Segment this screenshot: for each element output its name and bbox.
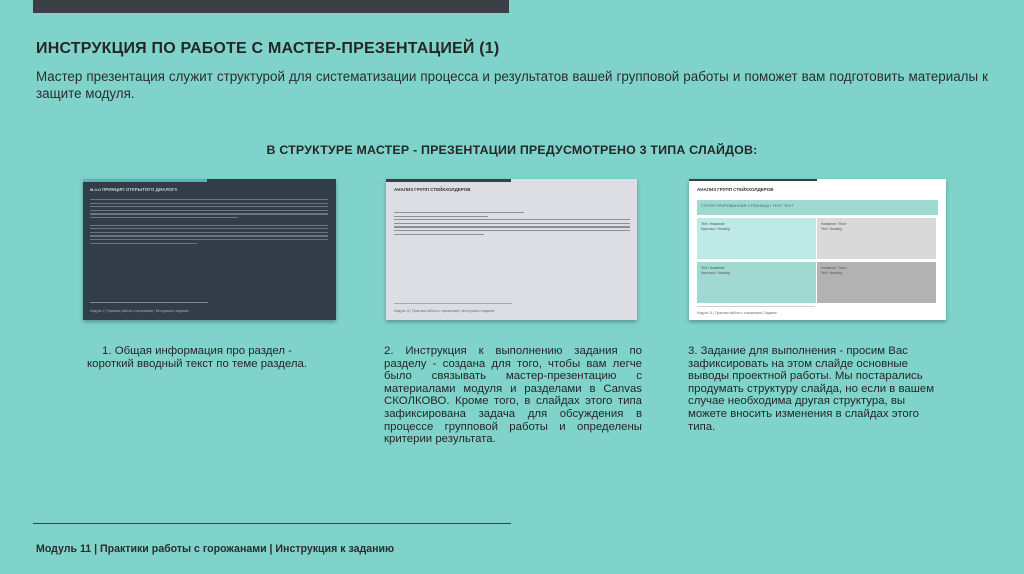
slide-grid-cell: Название / Текст Text / Heading	[817, 262, 936, 303]
slide-grid-cell: Text / Название Карточка / Heading	[697, 218, 816, 259]
slide-thumbnail-task	[689, 179, 946, 320]
slide-thumbnail-info	[83, 179, 336, 320]
description-info: 1. Общая информация про раздел - короткий вводный текст по теме раздела.	[87, 345, 307, 370]
slide-footer: Модуль 11 | Практики работы с горожанами | Задание	[697, 311, 777, 315]
slide-heading: АНАЛИЗ ГРУПП СТЕЙКХОЛДЕРОВ	[394, 187, 471, 192]
intro-paragraph: Мастер презентация служит структурой для систематизации процесса и результатов вашей групповой работы и поможет вам подготовить материалы к защите модуля.	[36, 69, 988, 101]
description-instruction: 2. Инструкция к выполнению задания по разделу - создана для того, чтобы вам легче было связывать мастер-презентацию с материалами модуля и разделами в Canvas СКОЛКОВО. Кроме того, в слайдах этого типа зафиксирована задача для обсуждения в процессе групповой работы и определены критерии результата.	[384, 345, 642, 446]
slide-footer-rule	[90, 302, 208, 303]
page-footer: Модуль 11 | Практики работы с горожанами | Инструкция к заданию	[36, 543, 395, 555]
slide-heading: м.з.о ПРИНЦИП ОТКРЫТОГО ДИАЛОГА	[90, 187, 178, 192]
footer-rule	[33, 523, 511, 524]
top-bar	[33, 0, 509, 13]
slide-thumbnail-instruction	[386, 179, 637, 320]
slide-grid-cell: Название / Текст Text / Heading	[817, 218, 936, 259]
slide-structure-band: СТРУКТУРИРОВАННАЯ СТРАНИЦА / TEXT TEXT	[697, 200, 938, 215]
slide-accent-tab	[386, 179, 511, 182]
slide-heading: АНАЛИЗ ГРУПП СТЕЙКХОЛДЕРОВ	[697, 187, 774, 192]
slide-footer-rule	[394, 303, 512, 304]
slide-footer: Модуль 11 | Практики работы с горожанами | Инструкция к заданию	[394, 309, 495, 313]
slide-accent-tab	[689, 179, 817, 181]
slide-text-lines	[394, 212, 630, 237]
page-title: ИНСТРУКЦИЯ ПО РАБОТЕ С МАСТЕР-ПРЕЗЕНТАЦИЕЙ (1)	[36, 40, 500, 57]
description-task: 3. Задание для выполнения - просим Вас зафиксировать на этом слайде основные выводы проектной работы. Мы постарались продумать структуру слайда, но если в вашем случае необходима другая структура, вы можете вносить изменения в слайдах этого типа.	[688, 345, 935, 433]
slide-footer-rule	[697, 306, 815, 307]
slide-grid-cell: Text / Название Карточка / Heading	[697, 262, 816, 303]
slide-accent-tab	[83, 179, 207, 182]
slide-text-lines	[90, 199, 328, 246]
section-subtitle: В СТРУКТУРЕ МАСТЕР - ПРЕЗЕНТАЦИИ ПРЕДУСМОТРЕНО 3 ТИПА СЛАЙДОВ:	[266, 143, 758, 157]
slide-footer: Модуль 1 | Практики работы с горожанами | Инструкция к заданию	[90, 309, 189, 313]
